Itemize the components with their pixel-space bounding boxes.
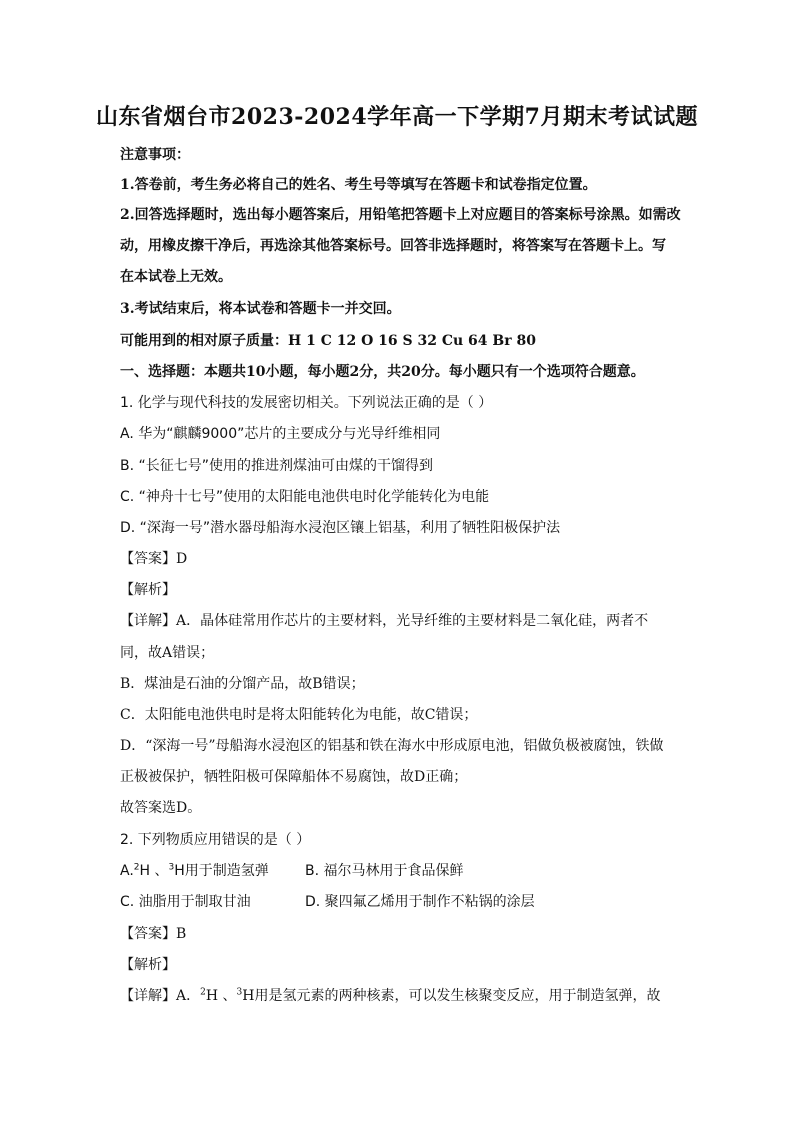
- q1-option-b: B. “长征七号”使用的推进剂煤油可由煤的干馏得到: [120, 458, 434, 474]
- q2-option-a: A.$^2$H 、$^3$H用于制造氢弹: [120, 862, 269, 879]
- document-title: 山东省烟台市2023-2024学年高一下学期7月期末考试试题: [96, 104, 698, 130]
- q1-detail-line: 正极被保护，牺牲阳极可保障船体不易腐蚀，故D正确；: [120, 769, 468, 785]
- q1-stem: 1. 化学与现代科技的发展密切相关。下列说法正确的是（ ）: [120, 395, 493, 411]
- notice-line: 1.答卷前，考生务必将自己的姓名、考生号等填写在答题卡和试卷指定位置。: [120, 177, 597, 193]
- notice-line: 在本试卷上无效。: [120, 269, 232, 285]
- notice-line: 动，用橡皮擦干净后，再选涂其他答案标号。回答非选择题时，将答案写在答题卡上。写: [120, 238, 666, 254]
- q2-analysis-heading: 【解析】: [120, 957, 176, 973]
- q2-detail-line: 【详解】A．$^2$H 、$^3$H用是氢元素的两种核素，可以发生核聚变反应，用于制造氢弹，故: [120, 987, 661, 1004]
- atomic-masses: 可能用到的相对原子质量：H 1 C 12 O 16 S 32 Cu 64 Br 80: [120, 333, 536, 349]
- notice-heading: 注意事项：: [120, 147, 190, 163]
- notice-line: 3.考试结束后，将本试卷和答题卡一并交回。: [120, 301, 401, 317]
- q2-stem: 2. 下列物质应用错误的是（ ）: [120, 832, 311, 848]
- q2-option-b: B. 福尔马林用于食品保鲜: [305, 863, 464, 879]
- q2-option-d: D. 聚四氟乙烯用于制作不粘锅的涂层: [305, 894, 535, 910]
- q1-detail-line: 同，故A错误；: [120, 645, 215, 661]
- q2-options-row-2: [120, 892, 680, 912]
- q1-option-a: A. 华为“麒麟9000”芯片的主要成分与光导纤维相同: [120, 426, 441, 442]
- q1-option-c: C. “神舟十七号”使用的太阳能电池供电时化学能转化为电能: [120, 489, 490, 505]
- notice-line: 2.回答选择题时，选出每小题答案后，用铅笔把答题卡上对应题目的答案标号涂黑。如需改: [120, 207, 681, 223]
- q1-detail-line: 【详解】A．晶体硅常用作芯片的主要材料，光导纤维的主要材料是二氧化硅，两者不: [120, 613, 649, 629]
- q1-detail-line: C．太阳能电池供电时是将太阳能转化为电能，故C错误；: [120, 707, 478, 723]
- q1-detail-line: B．煤油是石油的分馏产品，故B错误；: [120, 676, 365, 692]
- q1-answer: 【答案】D: [120, 551, 188, 567]
- section-heading: 一、选择题：本题共10小题，每小题2分，共20分。每小题只有一个选项符合题意。: [120, 364, 645, 380]
- q2-options-row-1: [120, 861, 680, 881]
- q1-detail-line: 故答案选D。: [120, 800, 202, 816]
- q2-option-c: C. 油脂用于制取甘油: [120, 894, 251, 910]
- q1-analysis-heading: 【解析】: [120, 582, 176, 598]
- q2-answer: 【答案】B: [120, 926, 187, 942]
- q1-option-d: D. “深海一号”潜水器母船海水浸泡区镶上铝基，利用了牺牲阳极保护法: [120, 520, 561, 536]
- q1-detail-line: D．“深海一号”母船海水浸泡区的铝基和铁在海水中形成原电池，铝做负极被腐蚀，铁做: [120, 738, 664, 754]
